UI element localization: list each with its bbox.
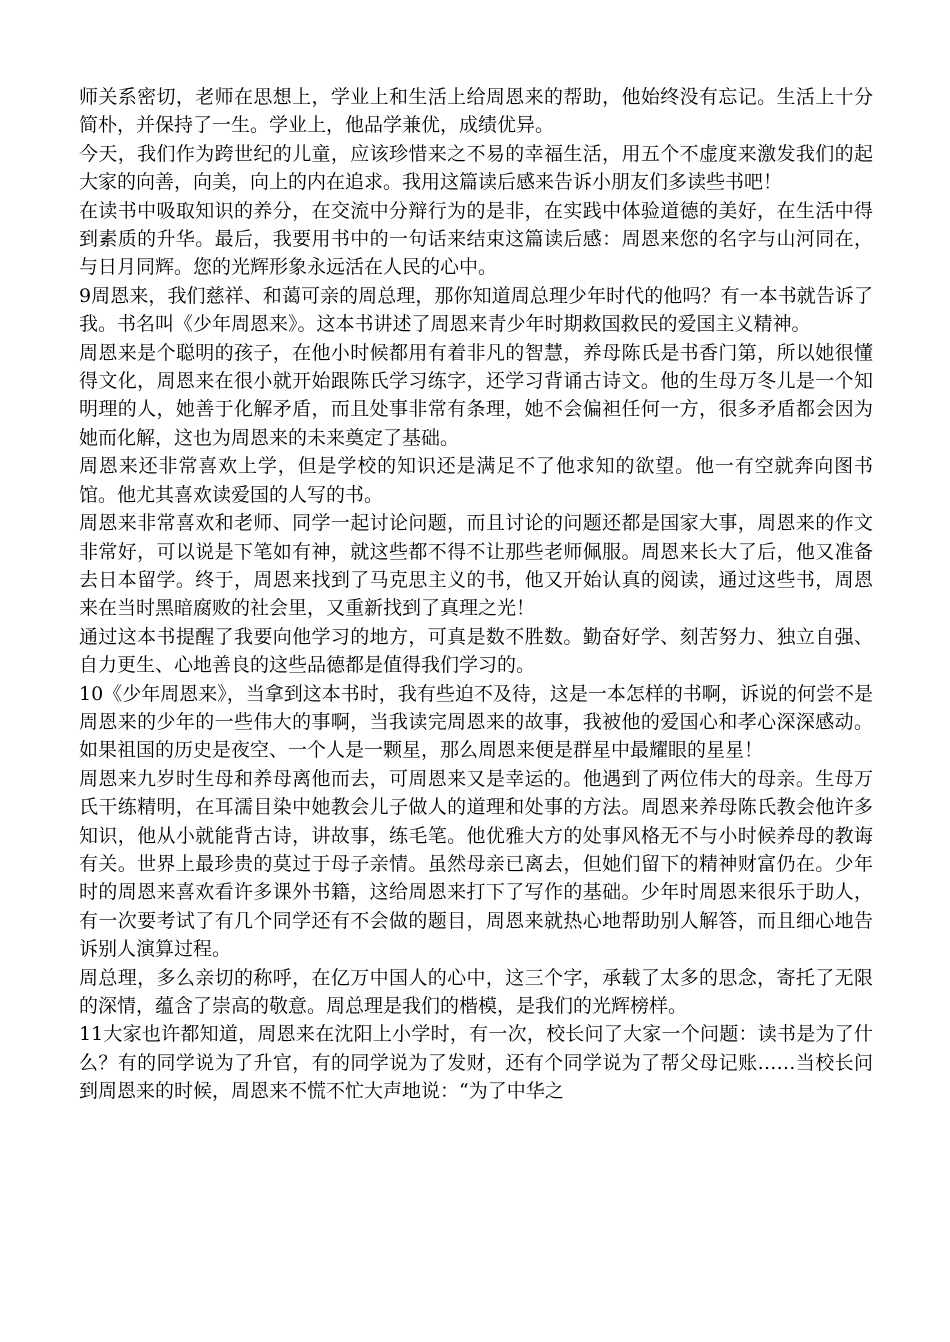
- paragraph-12: 11大家也许都知道，周恩来在沈阳上小学时，有一次，校长问了大家一个问题：读书是为了什么？有的同学说为了升官，有的同学说为了发财，还有个同学说为了帮父母记账……当校长问到周恩来的时候，周恩来不慌不忙大声地说：“为了中华之: [79, 1023, 873, 1103]
- document-page: [79, 83, 873, 1106]
- paragraph-4: 9周恩来，我们慈祥、和蔼可亲的周总理，那你知道周总理少年时代的他吗？有一本书就告诉了我。书名叫《少年周恩来》。这本书讲述了周恩来青少年时期救国救民的爱国主义精神。: [79, 284, 873, 336]
- paragraph-10: 周恩来九岁时生母和养母离他而去，可周恩来又是幸运的。他遇到了两位伟大的母亲。生母万氏干练精明，在耳濡目染中她教会儿子做人的道理和处事的方法。周恩来养母陈氏教会他许多知识，他从小就能背古诗，讲故事，练毛笔。他优雅大方的处事风格无不与小时候养母的教诲有关。世界上最珍贵的莫过于母子亲情。虽然母亲已离去，但她们留下的精神财富仍在。少年时的周恩来喜欢看许多课外书籍，这给周恩来打下了写作的基础。少年时周恩来很乐于助人，有一次要考试了有几个同学还有不会做的题目，周恩来就热心地帮助别人解答，而且细心地告诉别人演算过程。: [79, 767, 873, 961]
- paragraph-7: 周恩来非常喜欢和老师、同学一起讨论问题，而且讨论的问题还都是国家大事，周恩来的作文非常好，可以说是下笔如有神，就这些都不得不让那些老师佩服。周恩来长大了后，他又准备去日本留学。终于，周恩来找到了马克思主义的书，他又开始认真的阅读，通过这些书，周恩来在当时黑暗腐败的社会里，又重新找到了真理之光！: [79, 512, 873, 620]
- paragraph-3: 在读书中吸取知识的养分，在交流中分辩行为的是非，在实践中体验道德的美好，在生活中得到素质的升华。最后，我要用书中的一句话来结束这篇读后感：周恩来您的名字与山河同在，与日月同辉。您的光辉形象永远活在人民的心中。: [79, 199, 873, 279]
- paragraph-1: 师关系密切，老师在思想上，学业上和生活上给周恩来的帮助，他始终没有忘记。生活上十分简朴，并保持了一生。学业上，他品学兼优，成绩优异。: [79, 86, 873, 137]
- paragraph-8: 通过这本书提醒了我要向他学习的地方，可真是数不胜数。勤奋好学、刻苦努力、独立自强、自力更生、心地善良的这些品德都是值得我们学习的。: [79, 625, 873, 677]
- paragraph-9: 10《少年周恩来》，当拿到这本书时，我有些迫不及待，这是一本怎样的书啊，诉说的何尝不是周恩来的少年的一些伟大的事啊，当我读完周恩来的故事，我被他的爱国心和孝心深深感动。如果祖国的历史是夜空、一个人是一颗星，那么周恩来便是群星中最耀眼的星星！: [79, 682, 873, 762]
- paragraph-6: 周恩来还非常喜欢上学，但是学校的知识还是满足不了他求知的欲望。他一有空就奔向图书馆。他尤其喜欢读爱国的人写的书。: [79, 455, 873, 506]
- paragraph-11: 周总理，多么亲切的称呼，在亿万中国人的心中，这三个字，承载了太多的思念，寄托了无限的深情，蕴含了崇高的敬意。周总理是我们的楷模，是我们的光辉榜样。: [79, 966, 873, 1017]
- paragraph-5: 周恩来是个聪明的孩子，在他小时候都用有着非凡的智慧，养母陈氏是书香门第，所以她很懂得文化，周恩来在很小就开始跟陈氏学习练字，还学习背诵古诗文。他的生母万冬儿是一个知明理的人，她善于化解矛盾，而且处事非常有条理，她不会偏袒任何一方，很多矛盾都会因为她而化解，这也为周恩来的未来奠定了基础。: [79, 341, 873, 449]
- paragraph-2: 今天，我们作为跨世纪的儿童，应该珍惜来之不易的幸福生活，用五个不虚度来激发我们的起大家的向善，向美，向上的内在追求。我用这篇读后感来告诉小朋友们多读些书吧！: [79, 142, 873, 194]
